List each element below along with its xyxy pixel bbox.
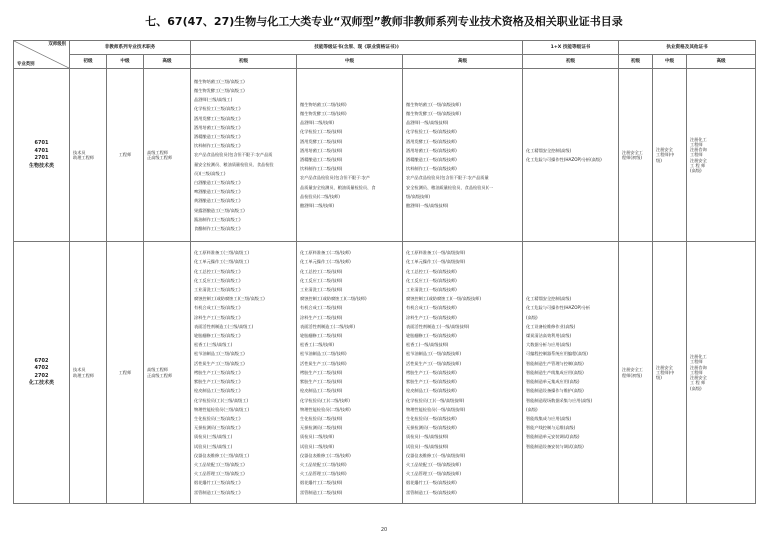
table-row xyxy=(14,69,756,242)
list-item: 仪器仪表维修工(三级/高级工) xyxy=(194,452,249,458)
list-item: 品酒师(一级/高级技师) xyxy=(406,120,449,126)
list-item: 品酒师(三级/高级工) xyxy=(194,97,233,103)
list-item: 无损检测员(一级/高级技师) xyxy=(406,425,457,431)
list-item: 微生物培菌工(一级/高级技师) xyxy=(406,101,461,107)
list-item: 涂料生产工(三级/高级工) xyxy=(194,314,241,320)
list-item: 腐蚀控制工(或防腐蚀工)(二级/技师) xyxy=(300,296,367,302)
list-item: 活性炭生产工(二级/技师) xyxy=(300,360,347,366)
practice-senior-cell: 注册化工 工程师 注册咨询 工程师 注册安全 工 程 师 (高级) xyxy=(687,242,756,504)
list-item: 紫胶生产工(二级/技师) xyxy=(300,379,343,385)
sub-header: 初级 xyxy=(70,55,107,69)
list-item: 无损检测员(二级/技师) xyxy=(300,425,343,431)
list-item: 智能制造生产线集成应用(高级) xyxy=(526,369,584,375)
list-item: 轮胎翻修工(三级/高级工) xyxy=(194,333,241,339)
list-item: 化工总控工(三级/高级工) xyxy=(194,268,241,274)
list-item: 工业清洗工(三级/高级工) xyxy=(194,287,241,293)
list-item: 轮胎翻修工(一级/高级技师) xyxy=(406,333,457,339)
sub-header: 高级 xyxy=(144,55,191,69)
tech-senior-cell: 高级工程师 正高级工程师 xyxy=(144,242,191,504)
list-item: 紫胶生产工(一级/高级技师) xyxy=(406,379,457,385)
list-item: 化工总控工(一级/高级技师) xyxy=(406,268,457,274)
list-item: 栓皮制品工(二级/技师) xyxy=(300,388,343,394)
list-item: 2702 xyxy=(34,372,49,379)
list-item: 酒用培菌工(二级/技师) xyxy=(300,147,343,153)
list-item: 化学检验员(工)(三级/高级工) xyxy=(194,397,249,403)
list-item: 白酒酿造工(三级/高级工) xyxy=(194,180,241,185)
list-item: 试验员(三级/高级工) xyxy=(194,443,233,449)
list-item: 量安全检测员、粮油质量检验员、食品检验 xyxy=(194,161,274,167)
list-item: 松香工(三级/高级工) xyxy=(194,342,233,348)
list-item: 品酒师(二级/技师) xyxy=(300,120,335,126)
list-item: 火工品装配工(三级/高级工) xyxy=(194,461,245,467)
sub-header: 初级 xyxy=(523,55,619,69)
skill-senior-cell xyxy=(403,242,523,504)
list-item: 工业清洗工(一级/高级技师) xyxy=(406,287,457,293)
list-item: 栲胶生产工(二级/技师) xyxy=(300,369,343,375)
list-item: 啤酒酿造工(三级/高级工) xyxy=(194,189,241,195)
sub-header: 高级 xyxy=(687,55,756,69)
list-item: 酒精酿造工(二级/技师) xyxy=(300,157,343,162)
list-item: 化学检验员(工)(二级/技师) xyxy=(300,397,350,403)
list-item: 化工危险与可操作性(HAZOP)分析 xyxy=(526,305,591,311)
list-item: 化工技术类 xyxy=(28,380,54,386)
corner-header xyxy=(14,41,70,69)
list-item: 级/高级技师) xyxy=(406,193,431,199)
list-item: 化学检验员(工)(一级/高级技师) xyxy=(406,397,465,403)
skill-senior-cell xyxy=(403,69,523,242)
list-item: 化学检验工(三级/高级工) xyxy=(194,106,241,112)
practice-junior-cell: 注册安全工 程师(初级) xyxy=(619,242,653,504)
list-item: 腐蚀控制工(或防腐蚀工)(一级/高级技师) xyxy=(406,296,481,302)
list-item: 表面活性剂制造工(一级/高级技师) xyxy=(406,323,470,329)
list-item: 烟花爆竹工(二级/技师) xyxy=(300,480,343,486)
tech-junior-cell: 技术员 助理工程师 xyxy=(70,242,107,504)
list-item: 生物技术类 xyxy=(28,162,54,169)
list-item: 化工总控工(二级/技师) xyxy=(300,268,343,274)
list-item: 有机合成工(一级/高级技师) xyxy=(406,305,457,311)
category-cell xyxy=(14,69,70,242)
list-item: 化工原料准备工(三级/高级工) xyxy=(194,250,249,256)
list-item: 栲胶生产工(三级/高级工) xyxy=(194,369,241,375)
list-item: 化工反应工(二级/技师) xyxy=(300,277,343,283)
list-item: 仪器仪表维修工(二级/技师) xyxy=(300,452,351,458)
list-item: 黄酒酿造工(三级/高级工) xyxy=(194,198,241,204)
list-item: 栲胶生产工(一级/高级技师) xyxy=(406,369,457,375)
list-item: 质检员(一级/高级技师) xyxy=(406,434,449,440)
page-number: 20 xyxy=(380,527,388,533)
list-item: 化工精馏安全控制(高级) xyxy=(526,296,572,302)
list-item: 火工品管理工(三级/高级工) xyxy=(194,471,245,477)
list-item: 酿酒师(二级/技师) xyxy=(300,203,335,209)
list-item: 松香工(二级/技师) xyxy=(300,342,335,348)
list-item: 化工单元操作工(一级/高级技师) xyxy=(406,259,466,265)
list-item: 智能制造设备安装与调试(高级) xyxy=(526,443,584,449)
skill-mid-cell xyxy=(297,69,403,242)
list-item: 品检验员)(二级/技师) xyxy=(300,193,340,199)
list-item: 品质量安全检测员、粮油质量检验员、食 xyxy=(300,184,376,190)
list-item: 酒用培菌工(一级/高级技师) xyxy=(406,147,457,153)
sub-header: 初级 xyxy=(619,55,653,69)
list-item: 栓皮制品工(一级/高级技师) xyxy=(406,388,457,394)
list-item: 涂料生产工(一级/高级技师) xyxy=(406,314,457,320)
list-item: 化学检验工(一级/高级技师) xyxy=(406,129,457,135)
list-item: 物理性能检验员(三级/高级工) xyxy=(194,406,249,412)
list-item: 火工品管理工(二级/技师) xyxy=(300,471,347,477)
list-item: 果露酒酿造工(三级/高级工) xyxy=(194,207,245,213)
x-junior-cell xyxy=(523,69,619,242)
list-item: 质检员(二级/技师) xyxy=(300,434,335,440)
list-item: 4702 xyxy=(34,365,49,371)
tech-senior-cell: 高级工程师 正高级工程师 xyxy=(144,69,191,242)
list-item: 农产品食品检验员(包含但不限于:农产品质 xyxy=(194,152,273,158)
list-item: 大数据分析与应用(高级) xyxy=(526,342,572,348)
practice-senior-cell: 注册化工 工程师 注册咨询 工程师 注册安全 工 程 师 (高级) xyxy=(687,69,756,242)
list-item: 试验员(二级/技师) xyxy=(300,443,335,449)
list-item: 微生物发酵工(一级/高级技师) xyxy=(406,110,461,116)
list-item: 化学检验工(二级/技师) xyxy=(300,129,343,135)
list-item: 酱油制作工(三级/高级工) xyxy=(194,216,241,222)
list-item: 智能制造单元安装调试(高级) xyxy=(526,434,580,440)
list-item: 烟花爆竹工(三级/高级工) xyxy=(194,480,241,486)
list-item: 生化检验员(一级/高级技师) xyxy=(406,415,457,421)
list-item: 化工反应工(三级/高级工) xyxy=(194,277,241,283)
list-item: 物理性能检验员(二级/技师) xyxy=(300,406,351,412)
list-item: 饮料制作工(一级/高级技师) xyxy=(406,166,457,172)
list-item: 酒用发酵工(一级/高级技师) xyxy=(406,138,457,144)
table-row xyxy=(14,242,756,504)
list-item: 化工原料准备工(二级/技师) xyxy=(300,250,351,256)
list-item: 生化检验员(二级/技师) xyxy=(300,415,343,421)
corner-top-label: 双师级别 xyxy=(48,42,66,47)
list-item: 农产品食品检验员(包含但不限于:农产品质量 xyxy=(406,175,489,181)
list-item: 化工精馏安全控制(高级) xyxy=(526,147,572,153)
list-item: 微生物培菌工(二级/技师) xyxy=(300,101,347,107)
list-item: 饮料制作工(三级/高级工) xyxy=(194,143,241,149)
list-item: 工业清洗工(二级/技师) xyxy=(300,287,343,293)
list-item: 表面活性剂制造工(三级/高级工) xyxy=(194,323,254,329)
list-item: 智能线集成与应用(高级) xyxy=(526,415,572,421)
list-item: 化工单元操作工(三级/高级工) xyxy=(194,259,249,265)
list-item: 烟花爆竹工(一级/高级技师) xyxy=(406,480,457,486)
list-item: 酒精酿造工(三级/高级工) xyxy=(194,133,241,139)
practice-mid-cell: 注册安全 工程师(中 级) xyxy=(653,69,687,242)
group-header-practice: 执业资格及其他证书 xyxy=(619,41,756,55)
tech-mid-cell: 工程师 xyxy=(107,242,144,504)
sub-header: 中级 xyxy=(297,55,403,69)
list-item: 活性炭生产工(一级/高级技师) xyxy=(406,360,461,366)
list-item: (高级) xyxy=(526,314,538,320)
sub-header: 中级 xyxy=(107,55,144,69)
list-item: 酒精酿造工(一级/高级技师) xyxy=(406,157,457,162)
list-item: 化工单元操作工(二级/技师) xyxy=(300,259,351,265)
tech-mid-cell: 工程师 xyxy=(107,69,144,242)
list-item: 智能产线控制与运维(高级) xyxy=(526,425,576,431)
list-item: 酒用发酵工(三级/高级工) xyxy=(194,115,241,121)
x-junior-cell xyxy=(523,242,619,504)
list-item: 物理性能检验员(一级/高级技师) xyxy=(406,406,466,412)
group-header-technical: 非教师系列专业技术职务 xyxy=(70,41,191,55)
list-item: 6701 xyxy=(34,140,49,146)
list-item: 微生物发酵工(二级/技师) xyxy=(300,110,347,116)
qualification-table xyxy=(13,40,756,504)
group-header-1x: 1+X 技能等级证书 xyxy=(523,41,619,55)
practice-mid-cell: 注册安全 工程师(中 级) xyxy=(653,242,687,504)
list-item: 雷管制造工(二级/技师) xyxy=(300,489,343,495)
list-item: 4701 xyxy=(34,147,49,154)
list-item: 微生物培菌工(三级/高级工) xyxy=(194,78,245,84)
list-item: 煤炭清洁高效利用(高级) xyxy=(526,333,572,339)
list-item: 生化检验员(三级/高级工) xyxy=(194,415,241,421)
list-item: 化工危险与可操作性(HAZOP)分析(高级) xyxy=(526,157,602,162)
list-item: 松节油制品工(一级/高级技师) xyxy=(406,351,461,357)
list-item: 雷管制造工(三级/高级工) xyxy=(194,489,241,495)
sub-header: 中级 xyxy=(653,55,687,69)
page-title: 七、67(47、27)生物与化工大类专业“双师型”教师非教师系列专业技术资格及相关职业证书目录 xyxy=(145,15,623,28)
sub-header: 高级 xyxy=(403,55,523,69)
list-item: 化工反应工(一级/高级技师) xyxy=(406,277,457,283)
list-item: 腐蚀控制工(或防腐蚀工)(三级/高级工) xyxy=(194,296,265,302)
category-cell xyxy=(14,242,70,504)
list-item: 仪器仪表维修工(一级/高级技师) xyxy=(406,452,466,458)
skill-mid-cell xyxy=(297,242,403,504)
list-item: 智能制造单元集成应用(高级) xyxy=(526,379,580,385)
list-item: 涂料生产工(二级/技师) xyxy=(300,314,343,320)
list-item: 微生物发酵工(三级/高级工) xyxy=(194,87,245,93)
list-item: 酒用培菌工(三级/高级工) xyxy=(194,124,241,130)
tech-junior-cell: 技术员 助理工程师 xyxy=(70,69,107,242)
list-item: 松节油制品工(二级/技师) xyxy=(300,351,347,357)
skill-junior-cell xyxy=(191,242,297,504)
list-item: 质检员(三级/高级工) xyxy=(194,434,233,440)
list-item: 智能制造生产管理与控制(高级) xyxy=(526,360,584,366)
list-item: 智能制造设备操作与维护(高级) xyxy=(526,388,584,394)
list-item: 活性炭生产工(三级/高级工) xyxy=(194,360,245,366)
list-item: 化工设备检维修作业(高级) xyxy=(526,323,576,329)
corner-bottom-label: 专业类别 xyxy=(17,61,35,67)
list-item: 无损检测员(三级/高级工) xyxy=(194,425,241,431)
list-item: 有机合成工(二级/技师) xyxy=(300,305,343,311)
list-item: 火工品装配工(一级/高级技师) xyxy=(406,461,461,467)
sub-header: 初级 xyxy=(191,55,297,69)
list-item: 农产品食品检验员(包含但不限于:农产 xyxy=(300,175,371,181)
list-item: 火工品装配工(二级/技师) xyxy=(300,461,347,467)
list-item: 紫胶生产工(三级/高级工) xyxy=(194,379,241,385)
list-item: 安全检测员、粮油质量检验员、食品检验员)(一 xyxy=(406,184,494,190)
list-item: 表面活性剂制造工(二级/技师) xyxy=(300,323,355,329)
list-item: 试验员(一级/高级技师) xyxy=(406,443,449,449)
list-item: 有机合成工(三级/高级工) xyxy=(194,305,241,311)
list-item: 员)(三级/高级工) xyxy=(194,170,226,176)
list-item: 轮胎翻修工(二级/技师) xyxy=(300,333,343,339)
group-header-skill: 技能等级证书(含原、现《职业资格证书》) xyxy=(191,41,523,55)
list-item: 酿酒师(一级/高级技师) xyxy=(406,203,449,209)
list-item: 松节油制品工(三级/高级工) xyxy=(194,351,245,357)
list-item: 食醋制作工(三级/高级工) xyxy=(194,226,241,232)
list-item: 火工品管理工(一级/高级技师) xyxy=(406,471,461,477)
list-item: 2701 xyxy=(34,155,49,161)
list-item: 酒用发酵工(二级/技师) xyxy=(300,138,343,144)
list-item: 6702 xyxy=(34,357,49,364)
list-item: (高级) xyxy=(526,406,538,412)
list-item: 智能制造现场数据采集与应用(高级) xyxy=(526,397,593,403)
list-item: 可编程控制器系统应用编程(高级) xyxy=(526,351,588,357)
list-item: 雷管制造工(一级/高级技师) xyxy=(406,489,457,495)
skill-junior-cell xyxy=(191,69,297,242)
list-item: 化工原料准备工(一级/高级技师) xyxy=(406,250,466,256)
practice-junior-cell: 注册安全工 程师(初级) xyxy=(619,69,653,242)
list-item: 松香工(一级/高级技师) xyxy=(406,342,449,348)
list-item: 饮料制作工(二级/技师) xyxy=(300,166,343,172)
list-item: 栓皮制品工(三级/高级工) xyxy=(194,388,241,394)
